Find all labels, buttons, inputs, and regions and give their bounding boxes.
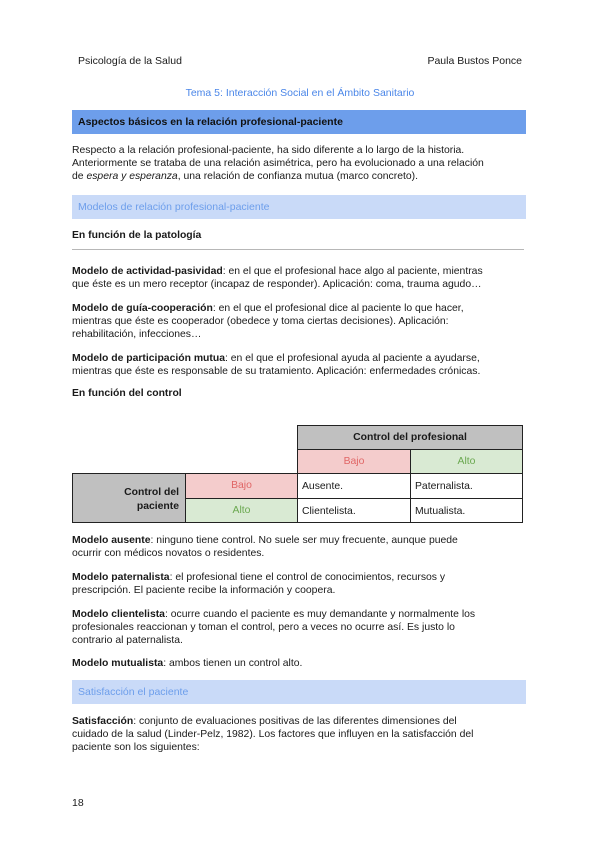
header-subject: Psicología de la Salud xyxy=(78,55,182,67)
text-line: prescripción. El paciente recibe la información y coopera. xyxy=(72,585,336,596)
text-line: mientras que éste es cooperador (obedece y toma ciertas decisiones). Aplicación: xyxy=(72,316,449,327)
table-header-prof-high: Alto xyxy=(410,449,523,474)
table-cell-clientelist: Clientelista. xyxy=(297,498,411,523)
section-heading-satisfaction xyxy=(72,680,526,704)
model-mutualist xyxy=(72,657,528,670)
table-header-patient: Control del paciente xyxy=(72,473,186,523)
subheading-pathology: En función de la patología xyxy=(72,230,202,241)
term: Modelo de actividad-pasividad xyxy=(72,266,223,277)
text-line: mientras que éste es responsable de su tratamiento. Aplicación: enfermedades crónicas. xyxy=(72,366,481,377)
text-line: Modelo ausente: ninguno tiene control. No suele ser muy frecuente, aunque puede xyxy=(72,535,458,546)
section-heading-text: Aspectos básicos en la relación profesional-paciente xyxy=(78,116,343,128)
text-line: Respecto a la relación profesional-paciente, ha sido diferente a lo largo de la historia. xyxy=(72,145,465,156)
table-header-pat-low: Bajo xyxy=(185,473,298,499)
text-line: Modelo paternalista: el profesional tiene el control de conocimientos, recursos y xyxy=(72,572,446,583)
model-paternalist xyxy=(72,571,528,597)
text-line: de espera y esperanza, una relación de confianza mutua (marco concreto). xyxy=(72,171,418,182)
intro-paragraph xyxy=(72,144,528,183)
satisfaction-paragraph xyxy=(72,715,528,754)
table-cell-absent: Ausente. xyxy=(297,473,411,499)
model-absent xyxy=(72,534,528,560)
text-line: contrario al paternalista. xyxy=(72,635,183,646)
text-line: profesionales reaccionan y toman el control, pero a veces no ocurre así. Es justo lo xyxy=(72,622,455,633)
section-heading-text: Modelos de relación profesional-paciente xyxy=(78,201,270,213)
text-line: ocurrir con médicos novatos o residentes. xyxy=(72,548,265,559)
section-heading-basic-aspects xyxy=(72,110,526,134)
header-author: Paula Bustos Ponce xyxy=(427,55,522,67)
term: Modelo paternalista xyxy=(72,572,170,583)
term: Modelo de guía-cooperación xyxy=(72,303,213,314)
section-heading-text: Satisfacción el paciente xyxy=(78,686,189,698)
term: Modelo clientelista xyxy=(72,609,165,620)
text-line: rehabilitación, infecciones… xyxy=(72,329,202,340)
text-line: cuidado de la salud (Linder-Pelz, 1982). Los factores que influyen en la satisfacción del xyxy=(72,729,474,740)
term: Modelo ausente xyxy=(72,535,151,546)
table-cell-paternalist: Paternalista. xyxy=(410,473,523,499)
text-line: Modelo de guía-cooperación: en el que el profesional dice al paciente lo que hacer, xyxy=(72,303,464,314)
model-clientelist xyxy=(72,608,528,647)
table-header-prof-low: Bajo xyxy=(297,449,411,474)
emphasis-text: espera y esperanza xyxy=(86,171,178,182)
term: Modelo mutualista xyxy=(72,658,164,669)
model-mutual-participation xyxy=(72,352,528,378)
divider xyxy=(72,249,524,250)
model-guide-cooperation xyxy=(72,302,528,341)
topic-title: Tema 5: Interacción Social en el Ámbito Sanitario xyxy=(185,87,415,99)
table-header-pat-high: Alto xyxy=(185,498,298,523)
text-line: paciente son los siguientes: xyxy=(72,742,200,753)
text-line: que éste es un mero receptor (incapaz de responder). Aplicación: coma, trauma agudo… xyxy=(72,279,482,290)
term: Satisfacción xyxy=(72,716,134,727)
section-heading-models xyxy=(72,195,526,219)
subheading-control: En función del control xyxy=(72,388,182,399)
text-line: Satisfacción: conjunto de evaluaciones positivas de las diferentes dimensiones del xyxy=(72,716,457,727)
term: Modelo de participación mutua xyxy=(72,353,225,364)
model-activity-passivity xyxy=(72,265,528,291)
text-line: Modelo mutualista: ambos tienen un control alto. xyxy=(72,658,303,669)
text-line: Modelo clientelista: ocurre cuando el paciente es muy demandante y normalmente los xyxy=(72,609,476,620)
table-header-professional: Control del profesional xyxy=(297,425,523,450)
text-line: Modelo de participación mutua: en el que el profesional ayuda al paciente a ayudarse, xyxy=(72,353,480,364)
text-line: Modelo de actividad-pasividad: en el que el profesional hace algo al paciente, mientras xyxy=(72,266,483,277)
text-line: Anteriormente se trataba de una relación asimétrica, pero ha evolucionado a una relación xyxy=(72,158,484,169)
table-cell-mutualist: Mutualista. xyxy=(410,498,523,523)
page-number: 18 xyxy=(72,797,84,809)
